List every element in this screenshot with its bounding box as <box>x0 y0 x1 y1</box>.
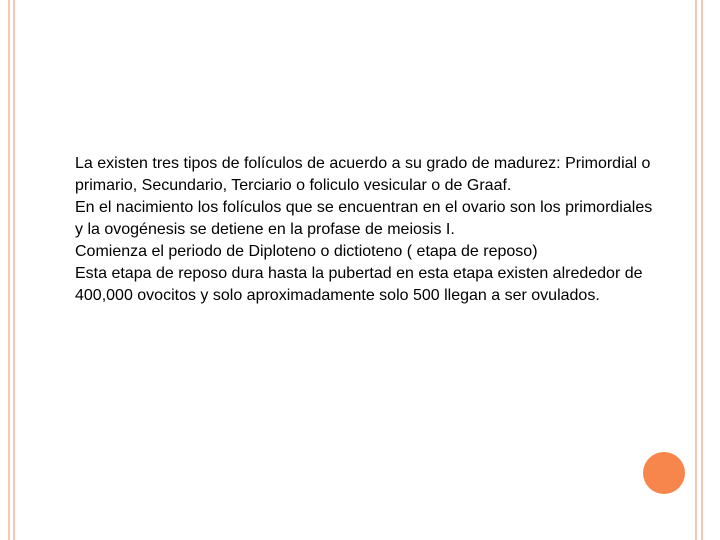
paragraph-birth-follicles: En el nacimiento los folículos que se encuentran en el ovario son los primordiales y la ovogénesis se detiene en la profase de meiosis I. <box>75 199 653 238</box>
slide-body-text <box>75 153 655 307</box>
left-border-line <box>8 0 10 540</box>
paragraph-follicle-types: La existen tres tipos de folículos de acuerdo a su grado de madurez: Primordial o primario, Secundario, Terciario o foliculo vesicular o de Graaf. <box>75 155 651 194</box>
paragraph-rest-stage: Esta etapa de reposo dura hasta la pubertad en esta etapa existen alrededor de 400,000 ovocitos y solo aproximadamente solo 500 llegan a ser ovulados. <box>75 265 643 304</box>
paragraph-diplotene: Comienza el periodo de Diploteno o dictioteno ( etapa de reposo) <box>75 243 538 260</box>
left-border-line-inner <box>13 0 15 540</box>
right-border-line-outer <box>701 0 703 540</box>
right-border-line <box>695 0 697 540</box>
decorative-circle <box>643 452 685 494</box>
